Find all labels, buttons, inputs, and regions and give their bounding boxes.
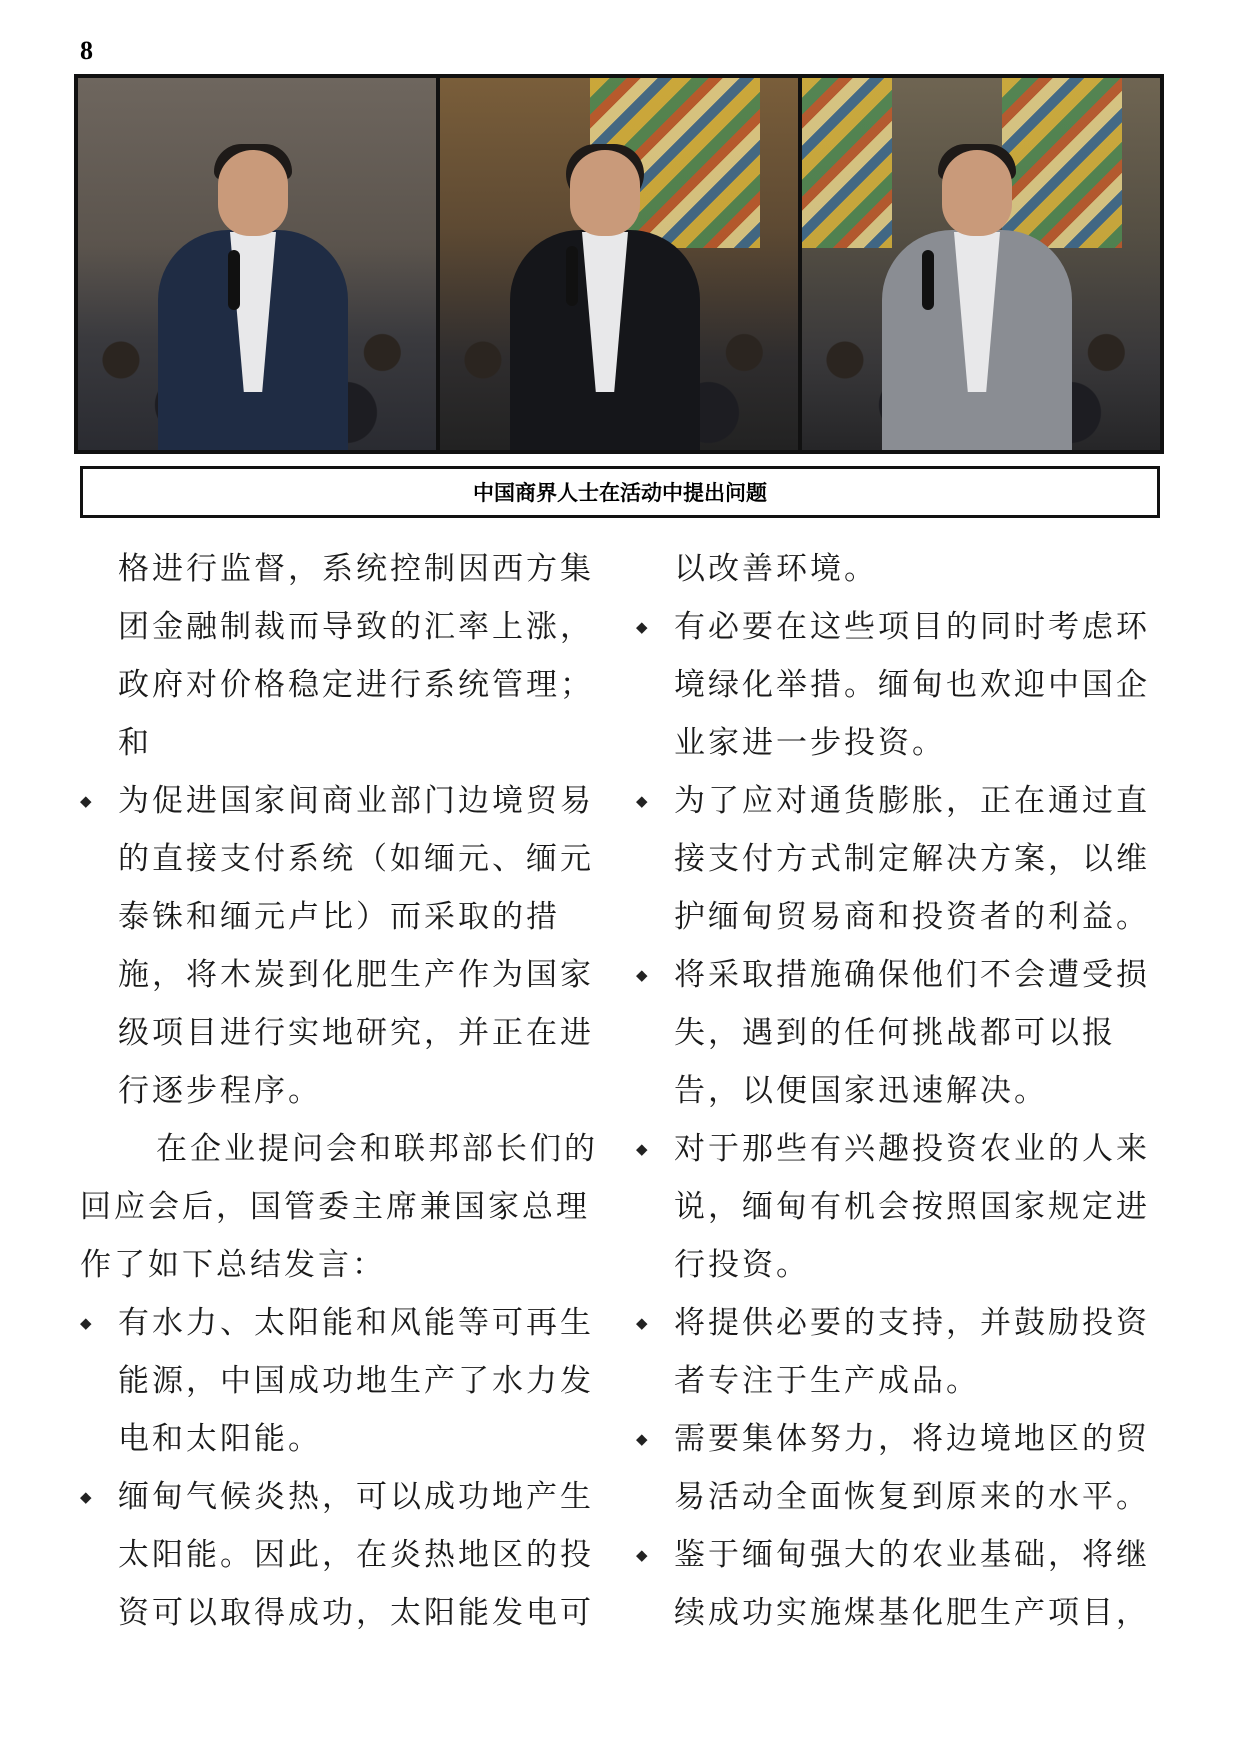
- line-text: 以改善环境。: [674, 551, 878, 587]
- text-line: [636, 830, 1156, 888]
- line-text: 的直接支付系统（如缅元、缅元: [118, 841, 594, 877]
- text-line: [80, 830, 600, 888]
- line-text: 易活动全面恢复到原来的水平。: [674, 1479, 1150, 1515]
- line-text: 行投资。: [674, 1247, 810, 1283]
- text-line: [80, 1584, 600, 1642]
- text-line: [80, 1062, 600, 1120]
- line-text: 失，遇到的任何挑战都可以报: [674, 1015, 1116, 1051]
- text-line: [636, 540, 1156, 598]
- text-line: [636, 1062, 1156, 1120]
- photo-businessman-right: [802, 78, 1160, 450]
- line-text: 团金融制裁而导致的汇率上涨，: [118, 609, 594, 645]
- line-text: 为了应对通货膨胀，正在通过直: [674, 783, 1150, 819]
- speaker-figure: [158, 150, 348, 450]
- line-text: 在企业提问会和联邦部长们的: [156, 1131, 598, 1167]
- line-text: 回应会后，国管委主席兼国家总理: [80, 1189, 590, 1225]
- text-line: [80, 1526, 600, 1584]
- text-line: [80, 656, 600, 714]
- bullet-item-line: [636, 1410, 1156, 1468]
- text-line: [80, 598, 600, 656]
- line-text: 资可以取得成功，太阳能发电可: [118, 1595, 594, 1631]
- line-text: 有水力、太阳能和风能等可再生: [118, 1305, 594, 1341]
- text-line: [80, 540, 600, 598]
- text-line: [636, 1004, 1156, 1062]
- line-text: 缅甸气候炎热，可以成功地产生: [118, 1479, 594, 1515]
- text-line: [80, 714, 600, 772]
- line-text: 需要集体努力，将边境地区的贸: [674, 1421, 1150, 1457]
- line-text: 有必要在这些项目的同时考虑环: [674, 609, 1150, 645]
- text-line: [636, 1178, 1156, 1236]
- text-line: [80, 1236, 600, 1294]
- photo-businesswoman-center: [440, 78, 802, 450]
- line-text: 级项目进行实地研究，并正在进: [118, 1015, 594, 1051]
- line-text: 太阳能。因此，在炎热地区的投: [118, 1537, 594, 1573]
- line-text: 作了如下总结发言：: [80, 1247, 386, 1283]
- text-line: [80, 1178, 600, 1236]
- text-line: [636, 1584, 1156, 1642]
- text-line: [636, 1468, 1156, 1526]
- wall-painting: [802, 78, 892, 248]
- bullet-item-line: [636, 598, 1156, 656]
- line-text: 泰铢和缅元卢比）而采取的措: [118, 899, 560, 935]
- text-line: [636, 1236, 1156, 1294]
- line-text: 电和太阳能。: [118, 1421, 322, 1457]
- text-line: [80, 1120, 600, 1178]
- photo-caption: 中国商界人士在活动中提出问题: [80, 466, 1160, 518]
- text-line: [80, 946, 600, 1004]
- diamond-bullet-icon: ◆: [80, 1488, 95, 1506]
- line-text: 告，以便国家迅速解决。: [674, 1073, 1048, 1109]
- photo-businessman-left: [78, 78, 440, 450]
- line-text: 能源，中国成功地生产了水力发: [118, 1363, 594, 1399]
- diamond-bullet-icon: ◆: [636, 1430, 651, 1448]
- bullet-item-line: [636, 772, 1156, 830]
- line-text: 政府对价格稳定进行系统管理；: [118, 667, 594, 703]
- line-text: 格进行监督，系统控制因西方集: [118, 551, 594, 587]
- right-text-column: [636, 540, 1156, 1642]
- line-text: 行逐步程序。: [118, 1073, 322, 1109]
- line-text: 境绿化举措。缅甸也欢迎中国企: [674, 667, 1150, 703]
- line-text: 对于那些有兴趣投资农业的人来: [674, 1131, 1150, 1167]
- line-text: 业家进一步投资。: [674, 725, 946, 761]
- bullet-item-line: [80, 772, 600, 830]
- line-text: 鉴于缅甸强大的农业基础，将继: [674, 1537, 1150, 1573]
- text-line: [636, 1352, 1156, 1410]
- text-line: [80, 1352, 600, 1410]
- bullet-item-line: [80, 1294, 600, 1352]
- page-number: 8: [80, 36, 93, 65]
- line-text: 者专注于生产成品。: [674, 1363, 980, 1399]
- line-text: 护缅甸贸易商和投资者的利益。: [674, 899, 1150, 935]
- diamond-bullet-icon: ◆: [636, 792, 651, 810]
- text-line: [80, 888, 600, 946]
- diamond-bullet-icon: ◆: [636, 618, 651, 636]
- left-text-column: [80, 540, 600, 1642]
- diamond-bullet-icon: ◆: [80, 792, 95, 810]
- diamond-bullet-icon: ◆: [636, 1140, 651, 1158]
- bullet-item-line: [636, 1120, 1156, 1178]
- bullet-item-line: [636, 946, 1156, 1004]
- line-text: 说，缅甸有机会按照国家规定进: [674, 1189, 1150, 1225]
- line-text: 接支付方式制定解决方案，以维: [674, 841, 1150, 877]
- line-text: 和: [118, 725, 152, 761]
- speaker-figure: [882, 150, 1072, 450]
- diamond-bullet-icon: ◆: [636, 966, 651, 984]
- bullet-item-line: [636, 1294, 1156, 1352]
- text-line: [80, 1410, 600, 1468]
- diamond-bullet-icon: ◆: [636, 1314, 651, 1332]
- text-line: [636, 714, 1156, 772]
- speaker-figure: [510, 150, 700, 450]
- text-line: [636, 656, 1156, 714]
- bullet-item-line: [80, 1468, 600, 1526]
- text-line: [80, 1004, 600, 1062]
- line-text: 续成功实施煤基化肥生产项目，: [674, 1595, 1150, 1631]
- line-text: 将提供必要的支持，并鼓励投资: [674, 1305, 1150, 1341]
- diamond-bullet-icon: ◆: [80, 1314, 95, 1332]
- text-line: [636, 888, 1156, 946]
- diamond-bullet-icon: ◆: [636, 1546, 651, 1564]
- line-text: 将采取措施确保他们不会遭受损: [674, 957, 1150, 993]
- photo-strip: [74, 74, 1164, 454]
- line-text: 为促进国家间商业部门边境贸易: [118, 783, 594, 819]
- line-text: 施，将木炭到化肥生产作为国家: [118, 957, 594, 993]
- bullet-item-line: [636, 1526, 1156, 1584]
